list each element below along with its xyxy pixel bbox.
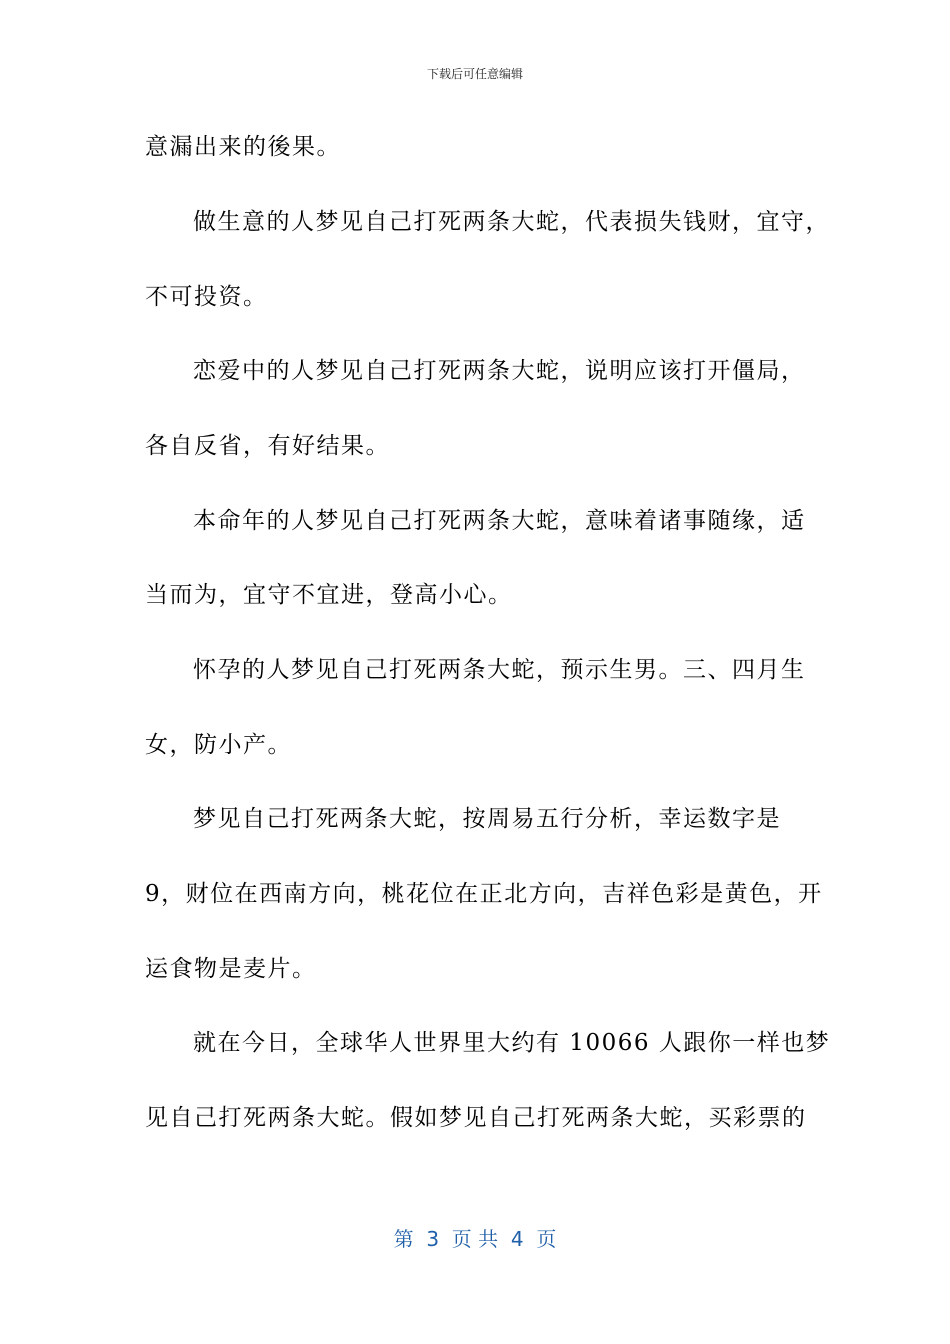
paragraph-line: 本命年的人梦见自己打死两条大蛇，意味着诸事随缘，适	[193, 508, 806, 534]
page-footer: 第 3 页 共 4 页	[393, 1227, 557, 1251]
paragraph-line: 当而为，宜守不宜进，登高小心。	[145, 582, 513, 608]
paragraph-line: 见自己打死两条大蛇。假如梦见自己打死两条大蛇，买彩票的	[145, 1105, 807, 1131]
paragraph-line: 不可投资。	[145, 284, 268, 310]
paragraph-line: 女，防小产。	[145, 732, 292, 758]
paragraph-line: 做生意的人梦见自己打死两条大蛇，代表损失钱财，宜守，	[193, 209, 830, 235]
paragraph-line: 意漏出来的後果。	[145, 134, 341, 160]
paragraph-line: 就在今日，全球华人世界里大约有 10066 人跟你一样也梦	[193, 1030, 831, 1056]
paragraph-line: 怀孕的人梦见自己打死两条大蛇，预示生男。三、四月生	[193, 657, 806, 683]
paragraph-line: 各自反省，有好结果。	[145, 433, 390, 459]
paragraph-line: 恋爱中的人梦见自己打死两条大蛇，说明应该打开僵局，	[193, 358, 806, 384]
paragraph-line: 梦见自己打死两条大蛇，按周易五行分析，幸运数字是	[193, 806, 781, 832]
page-header: 下载后可任意编辑	[426, 67, 523, 81]
paragraph-line: 运食物是麦片。	[145, 956, 317, 982]
paragraph-line: 9，财位在西南方向，桃花位在正北方向，吉祥色彩是黄色，开	[145, 881, 823, 907]
